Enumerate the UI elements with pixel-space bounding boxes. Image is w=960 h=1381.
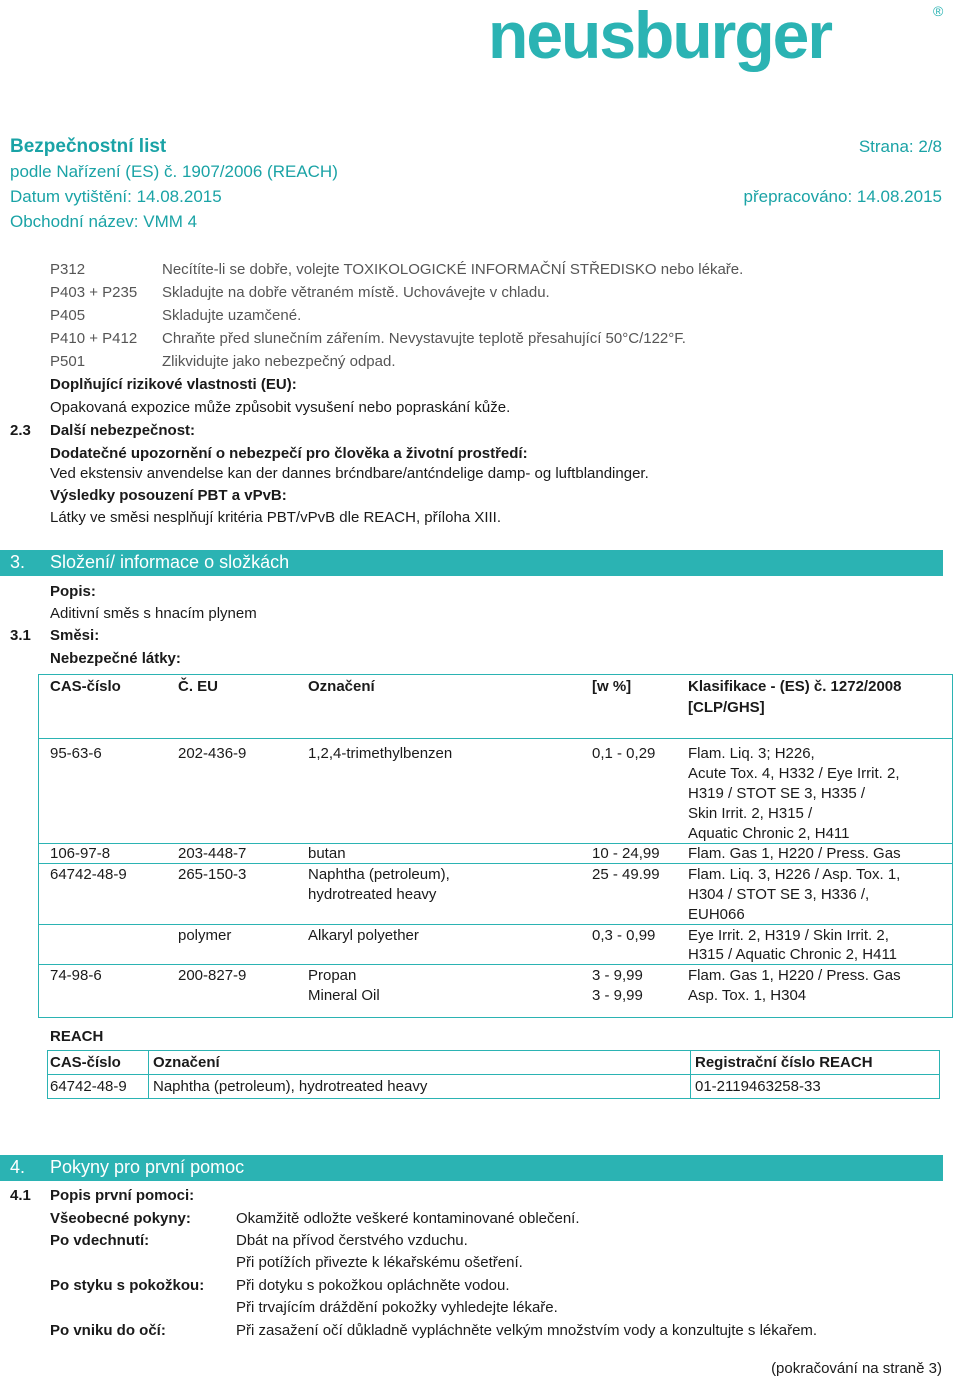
table-cell: Alkaryl polyether bbox=[308, 927, 419, 944]
table-cell: Mineral Oil bbox=[308, 987, 380, 1004]
precaution-code: P405 bbox=[50, 307, 86, 324]
table-cell: Naphtha (petroleum), hydrotreated heavy bbox=[153, 1078, 428, 1095]
subheading: Dodatečné upozornění o nebezpečí pro člověka a životní prostředí: bbox=[50, 445, 528, 462]
section-3-band bbox=[0, 550, 943, 576]
table-header: CAS-číslo bbox=[50, 1054, 121, 1071]
page-number: Strana: 2/8 bbox=[858, 137, 942, 156]
subheading: Výsledky posouzení PBT a vPvB: bbox=[50, 487, 287, 504]
extra-hazard-heading: Doplňující rizikové vlastnosti (EU): bbox=[50, 376, 297, 393]
regulation-line: podle Nařízení (ES) č. 1907/2006 (REACH) bbox=[10, 162, 338, 181]
section-number: 4.1 bbox=[10, 1187, 31, 1204]
table-cell: Eye Irrit. 2, H319 / Skin Irrit. 2, bbox=[688, 927, 889, 944]
paragraph: Ved ekstensiv anvendelse kan der dannes brćndbare/antćndelige damp- og luftblandinger. bbox=[50, 465, 649, 482]
table-rule bbox=[690, 1050, 691, 1099]
table-header: [w %] bbox=[592, 678, 632, 695]
section-4-band bbox=[0, 1155, 943, 1181]
section-number: 3.1 bbox=[10, 627, 31, 644]
first-aid-label: Po vdechnutí: bbox=[50, 1232, 150, 1249]
table-rule bbox=[38, 738, 953, 739]
table-header: Č. EU bbox=[178, 678, 219, 695]
table-cell: 3 - 9,99 bbox=[592, 967, 643, 984]
section-title: Složení/ informace o složkách bbox=[50, 552, 290, 572]
table-cell: 3 - 9,99 bbox=[592, 987, 643, 1004]
table-cell: 0,1 - 0,29 bbox=[592, 745, 656, 762]
table-cell: 25 - 49.99 bbox=[592, 866, 660, 883]
table-cell: 200-827-9 bbox=[178, 967, 247, 984]
table-cell: butan bbox=[308, 845, 346, 862]
section-number: 2.3 bbox=[10, 422, 31, 439]
first-aid-text: Okamžitě odložte veškeré kontaminované oblečení. bbox=[236, 1210, 580, 1227]
table-header: [CLP/GHS] bbox=[688, 699, 765, 716]
precaution-code: P312 bbox=[50, 261, 86, 278]
section-title: Pokyny pro první pomoc bbox=[50, 1157, 245, 1177]
table-cell: 265-150-3 bbox=[178, 866, 247, 883]
precaution-text: Necítíte-li se dobře, volejte TOXIKOLOGICKÉ INFORMAČNÍ STŘEDISKO nebo lékaře. bbox=[162, 261, 744, 278]
table-header: Označení bbox=[308, 678, 375, 695]
product-name: Obchodní název: VMM 4 bbox=[10, 212, 198, 231]
popis-text: Aditivní směs s hnacím plynem bbox=[50, 605, 257, 622]
table-header: CAS-číslo bbox=[50, 678, 121, 695]
precaution-text: Skladujte uzamčené. bbox=[162, 307, 302, 324]
logo-text: neusburger bbox=[488, 0, 832, 72]
paragraph: Látky ve směsi nesplňují kritéria PBT/vPvB dle REACH, příloha XIII. bbox=[50, 509, 502, 526]
table-cell: H315 / Aquatic Chronic 2, H411 bbox=[688, 946, 898, 963]
table-rule bbox=[47, 1074, 940, 1075]
precaution-text: Skladujte na dobře větraném místě. Uchovávejte v chladu. bbox=[162, 284, 550, 301]
section-heading: Další nebezpečnost: bbox=[50, 422, 196, 439]
table-rule bbox=[38, 924, 953, 925]
first-aid-label: Po styku s pokožkou: bbox=[50, 1277, 205, 1294]
table-cell: Acute Tox. 4, H332 / Eye Irrit. 2, bbox=[688, 765, 900, 782]
table-cell: 202-436-9 bbox=[178, 745, 247, 762]
precaution-text: Zlikvidujte jako nebezpečný odpad. bbox=[162, 353, 396, 370]
table-cell: Naphtha (petroleum), bbox=[308, 866, 450, 883]
table-cell: 0,3 - 0,99 bbox=[592, 927, 656, 944]
first-aid-label: Po vniku do očí: bbox=[50, 1322, 166, 1339]
table-cell: H319 / STOT SE 3, H335 / bbox=[688, 785, 866, 802]
table-cell: Aquatic Chronic 2, H411 bbox=[688, 825, 850, 842]
continuation-note: (pokračování na straně 3) bbox=[771, 1360, 942, 1377]
table-cell: Flam. Liq. 3; H226, bbox=[688, 745, 815, 762]
table-cell: Propan bbox=[308, 967, 357, 984]
mixtures-label: Směsi: bbox=[50, 627, 100, 644]
first-aid-text: Při trvajícím dráždění pokožky vyhledejte lékaře. bbox=[236, 1299, 558, 1316]
hazardous-label: Nebezpečné látky: bbox=[50, 650, 181, 667]
table-cell: Flam. Gas 1, H220 / Press. Gas bbox=[688, 967, 901, 984]
table-cell: Flam. Gas 1, H220 / Press. Gas bbox=[688, 845, 901, 862]
table-cell: hydrotreated heavy bbox=[308, 886, 437, 903]
table-cell: Asp. Tox. 1, H304 bbox=[688, 987, 807, 1004]
table-cell: 106-97-8 bbox=[50, 845, 111, 862]
table-cell: 64742-48-9 bbox=[50, 866, 127, 883]
table-cell: 203-448-7 bbox=[178, 845, 247, 862]
first-aid-text: Při zasažení očí důkladně vypláchněte velkým množstvím vody a konzultujte s lékařem. bbox=[236, 1322, 818, 1339]
first-aid-label: Všeobecné pokyny: bbox=[50, 1210, 191, 1227]
table-cell: H304 / STOT SE 3, H336 /, bbox=[688, 886, 870, 903]
subsection-title: Popis první pomoci: bbox=[50, 1187, 195, 1204]
neusburger-logo bbox=[488, 0, 948, 72]
precaution-text: Chraňte před slunečním zářením. Nevystavujte teplotě přesahující 50°C/122°F. bbox=[162, 330, 686, 347]
section-number: 4. bbox=[10, 1157, 26, 1177]
table-rule bbox=[148, 1050, 149, 1099]
first-aid-text: Při potížích přivezte k lékařskému ošetření. bbox=[236, 1254, 523, 1271]
table-cell: 64742-48-9 bbox=[50, 1078, 127, 1095]
table-cell: 74-98-6 bbox=[50, 967, 102, 984]
table-cell: 01-2119463258-33 bbox=[695, 1078, 821, 1095]
table-header: Registrační číslo REACH bbox=[695, 1054, 873, 1071]
precaution-code: P403 + P235 bbox=[50, 284, 138, 301]
table-cell: Flam. Liq. 3, H226 / Asp. Tox. 1, bbox=[688, 866, 901, 883]
extra-hazard-text: Opakovaná expozice může způsobit vysušení nebo popraskání kůže. bbox=[50, 399, 511, 416]
precaution-code: P501 bbox=[50, 353, 86, 370]
registered-mark: ® bbox=[933, 3, 944, 19]
reach-title: REACH bbox=[50, 1028, 104, 1045]
section-number: 3. bbox=[10, 552, 26, 572]
popis-label: Popis: bbox=[50, 583, 96, 600]
precaution-code: P410 + P412 bbox=[50, 330, 138, 347]
revision-date: přepracováno: 14.08.2015 bbox=[743, 187, 942, 206]
table-cell: EUH066 bbox=[688, 906, 745, 923]
first-aid-text: Dbát na přívod čerstvého vzduchu. bbox=[236, 1232, 468, 1249]
table-header: Klasifikace - (ES) č. 1272/2008 bbox=[688, 678, 902, 695]
table-cell: 1,2,4-trimethylbenzen bbox=[308, 745, 453, 762]
table-cell: 95-63-6 bbox=[50, 745, 102, 762]
table-cell: Skin Irrit. 2, H315 / bbox=[688, 805, 813, 822]
first-aid-text: Při dotyku s pokožkou opláchněte vodou. bbox=[236, 1277, 510, 1294]
table-cell: 10 - 24,99 bbox=[592, 845, 660, 862]
table-cell: polymer bbox=[178, 927, 232, 944]
table-header: Označení bbox=[153, 1054, 220, 1071]
print-date: Datum vytištění: 14.08.2015 bbox=[10, 187, 222, 206]
document-title: Bezpečnostní list bbox=[10, 136, 167, 157]
